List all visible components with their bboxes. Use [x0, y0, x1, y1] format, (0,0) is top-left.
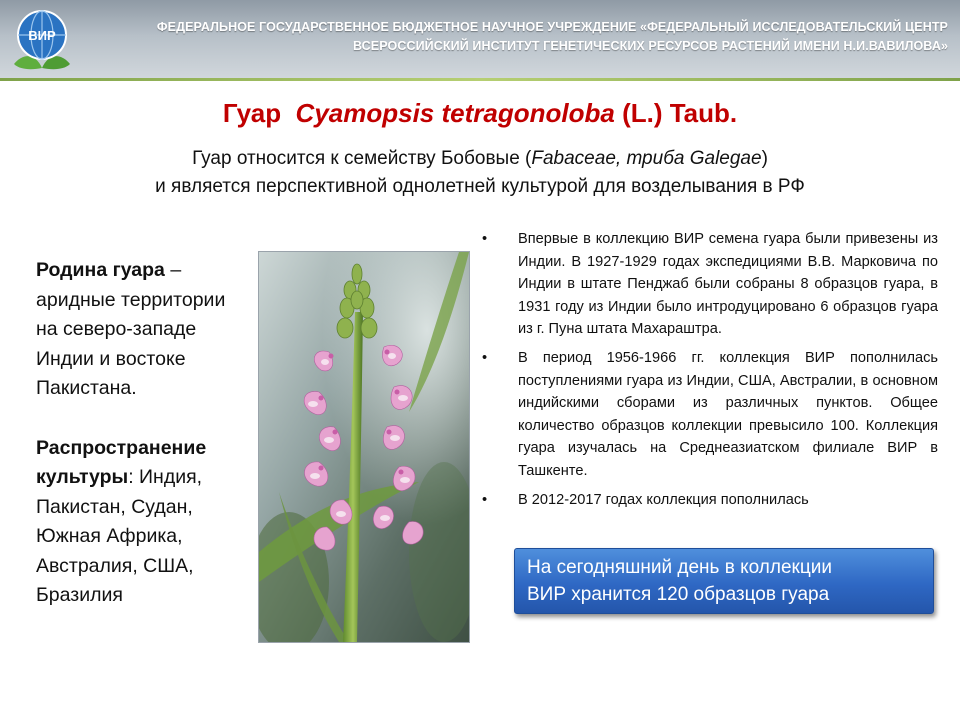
organization-name	[88, 18, 948, 56]
callout-line1: На сегодняшний день в коллекции	[527, 557, 832, 578]
subtitle-line1	[40, 145, 920, 173]
history-bullet-list	[480, 228, 938, 517]
title-latin-name: Cyamopsis tetragonoloba	[295, 98, 615, 128]
header-divider	[0, 78, 960, 81]
spread-text: : Индия, Пакистан, Судан, Южная Африка, Австралия, США, Бразилия	[36, 466, 203, 606]
title-author: (L.) Taub.	[622, 98, 738, 128]
vir-logo-icon	[10, 6, 74, 78]
homeland-paragraph	[36, 256, 241, 404]
bullet-dot: •	[482, 349, 488, 366]
subtitle-family-name: Fabaceae, триба Galegae	[531, 148, 762, 169]
slide-title	[0, 98, 960, 129]
org-name-line1: ФЕДЕРАЛЬНОЕ ГОСУДАРСТВЕННОЕ БЮДЖЕТНОЕ НАУЧНОЕ УЧРЕЖДЕНИЕ «ФЕДЕРАЛЬНЫЙ ИССЛЕДОВАТЕЛЬСКИЙ ЦЕНТР	[156, 20, 948, 34]
spread-heading: Распространение культуры	[36, 436, 207, 488]
subtitle-line1-end: )	[761, 148, 768, 169]
bullet-text: В период 1956-1966 гг. коллекция ВИР пополнилась поступлениями гуара из Индии, США, Австралии, в основном индийскими сборами из различных пунктов. Общее количество образцов коллекции превысило 100. Коллекция гуара изучалась на Среднеазиатском филиале ВИР в Ташкенте.	[518, 349, 938, 479]
bullet-dot: •	[482, 491, 488, 508]
title-common-name: Гуар	[222, 98, 282, 128]
svg-text:ВИР: ВИР	[28, 28, 56, 43]
subtitle-line2: и является перспективной однолетней культурой для возделывания в РФ	[155, 176, 805, 197]
guar-flower-image	[259, 252, 469, 642]
slide-subtitle	[40, 145, 920, 201]
bullet-text: Впервые в коллекцию ВИР семена гуара были привезены из Индии. В 1927-1929 годах экспедициями В.В. Марковича по Индии в штате Пенджаб были собраны 8 образцов гуара, в 1931 году из Индии было интродуцировано 6 образцов гуара из г. Пуна штата Махараштра.	[518, 231, 938, 338]
homeland-heading: Родина гуара	[36, 259, 165, 281]
bullet-text: В 2012-2017 годах коллекция пополнилась	[518, 491, 809, 508]
bullet-item	[480, 347, 938, 483]
bullet-item	[480, 228, 938, 341]
subtitle-line1-start: Гуар относится к семейству Бобовые (	[192, 148, 532, 169]
homeland-text: – аридные территории на северо-западе Индии и востоке Пакистана.	[36, 259, 226, 399]
guar-plant-photo	[258, 251, 470, 643]
org-name-line2: ВСЕРОССИЙСКИЙ ИНСТИТУТ ГЕНЕТИЧЕСКИХ РЕСУРСОВ РАСТЕНИЙ ИМЕНИ Н.И.ВАВИЛОВА»	[353, 39, 948, 53]
left-text-block	[36, 256, 241, 611]
spread-paragraph	[36, 434, 241, 611]
bullet-dot: •	[482, 231, 488, 247]
callout-line2: ВИР хранится 120 образцов гуара	[527, 584, 830, 605]
header-bar	[0, 0, 960, 80]
bullet-item	[480, 489, 938, 512]
collection-count-callout	[514, 548, 934, 614]
